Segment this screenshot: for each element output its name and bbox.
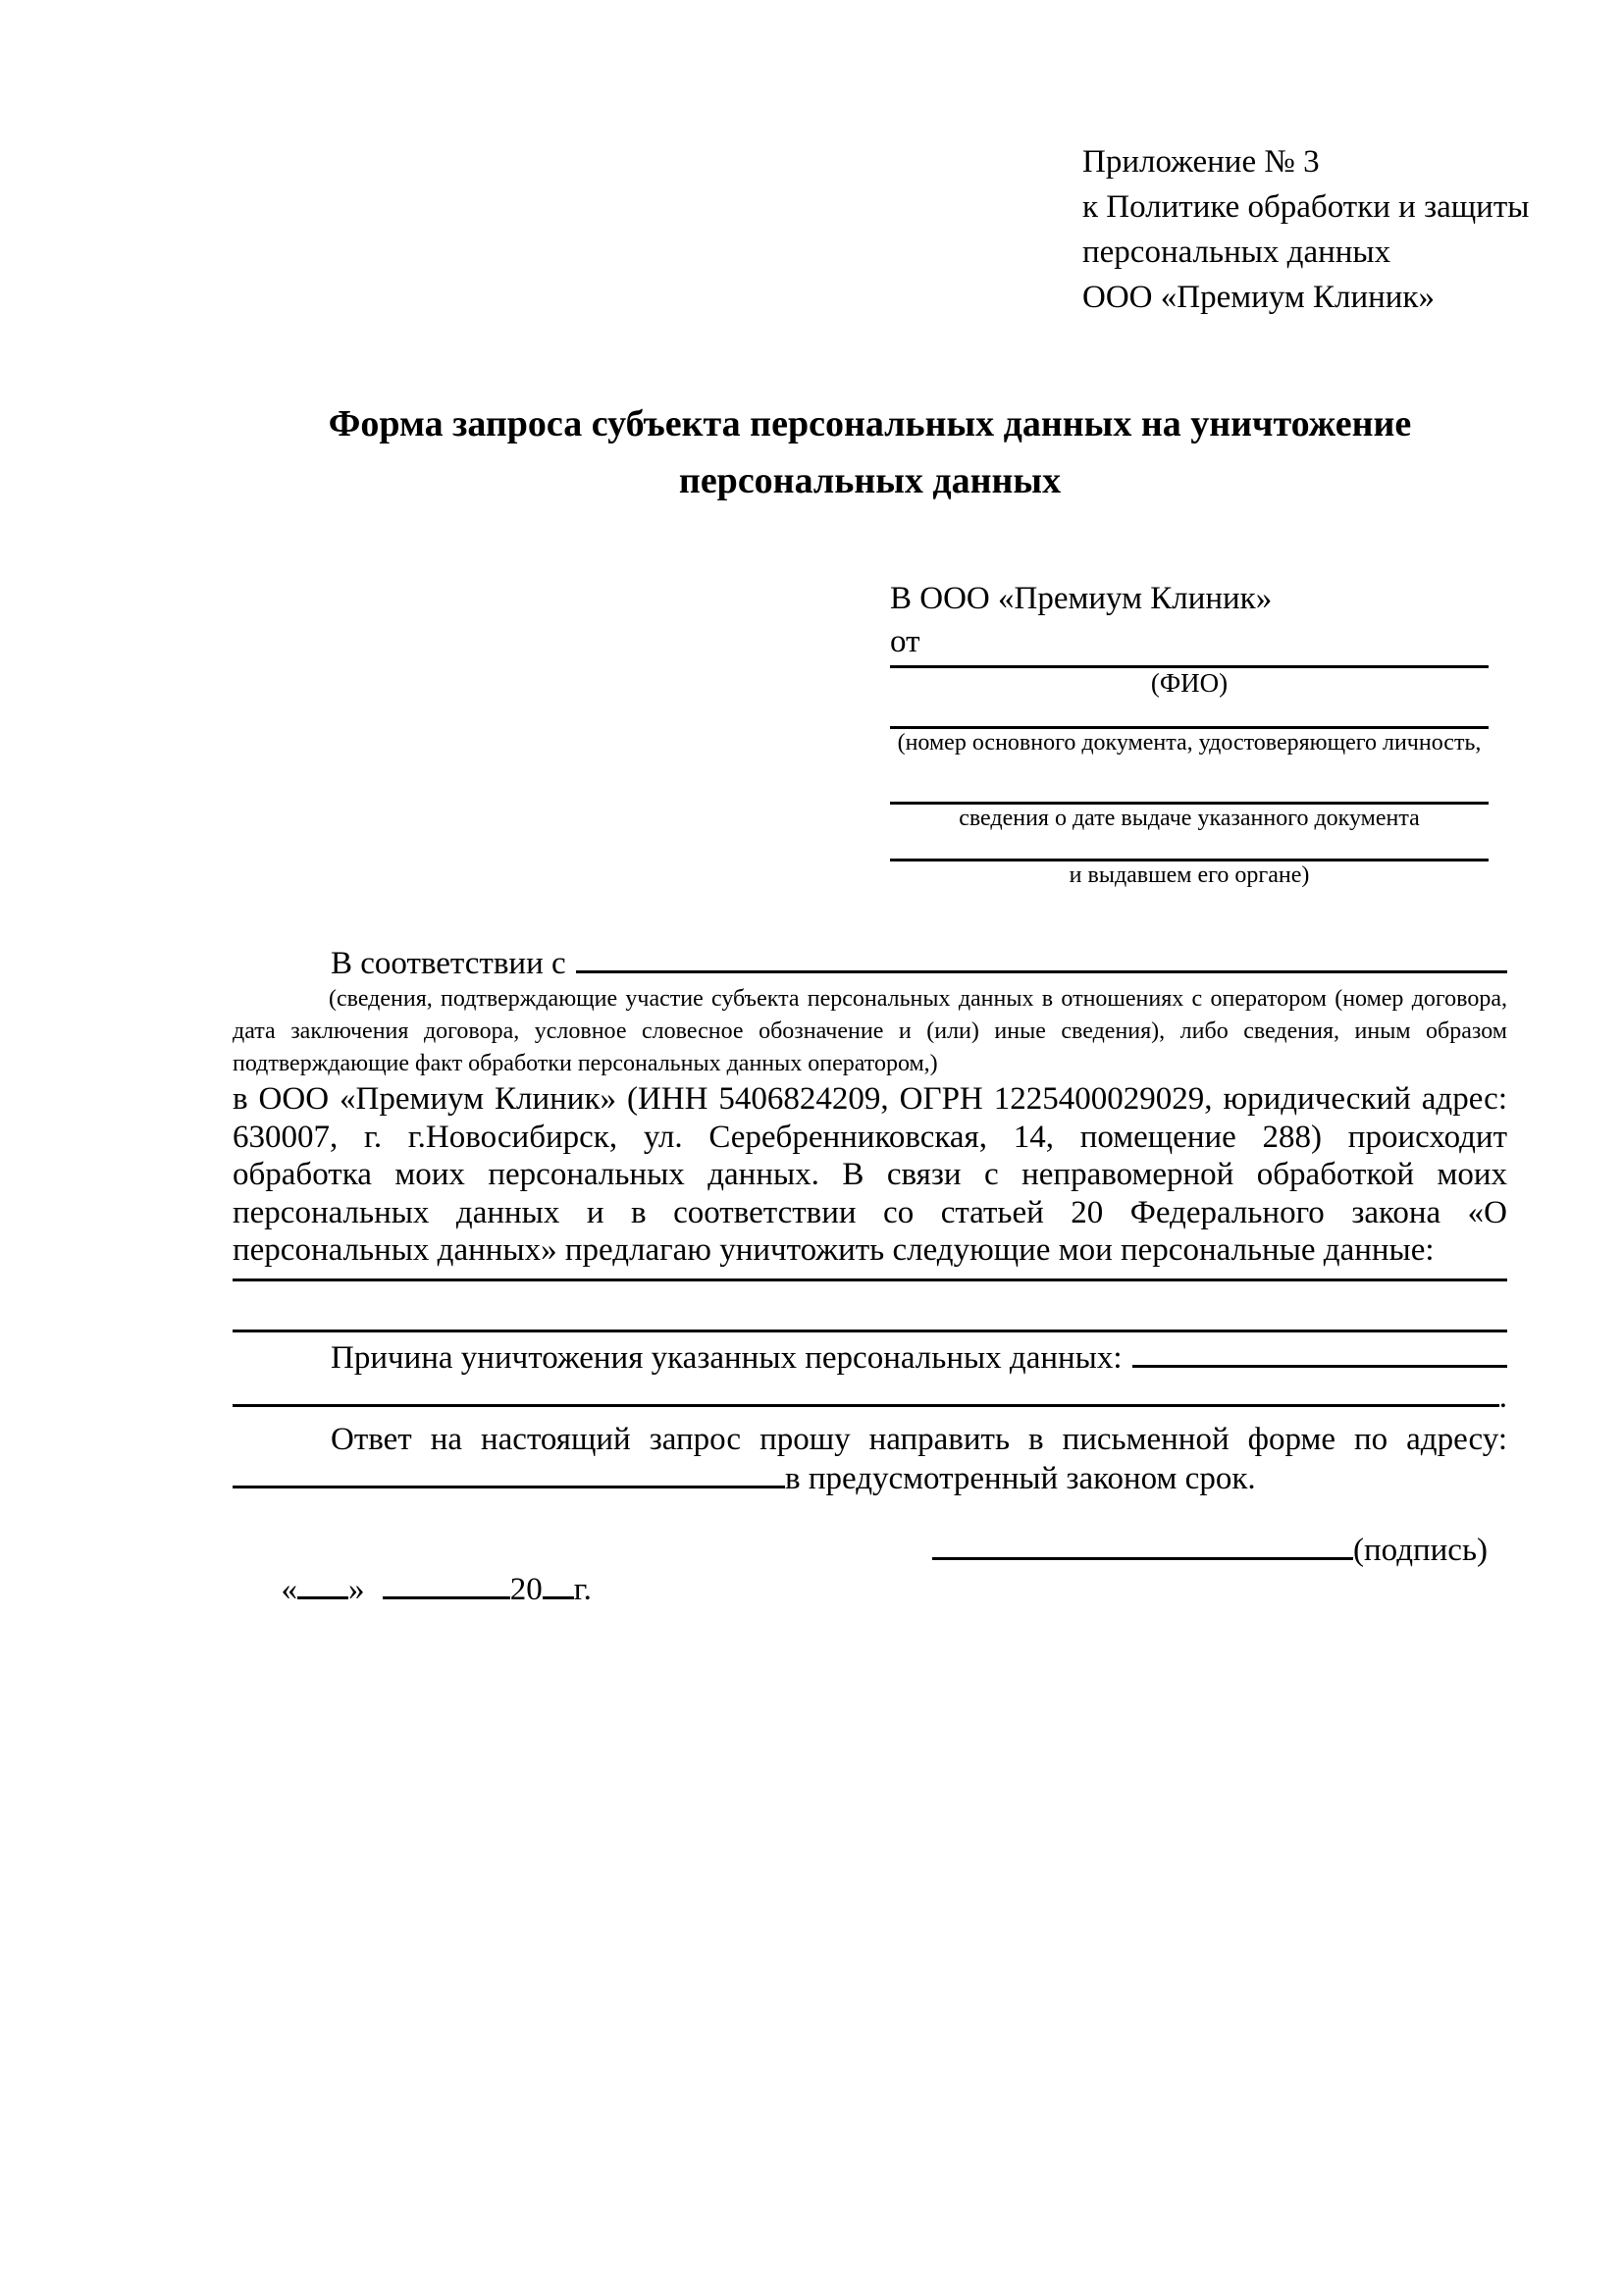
reason-continuation-row xyxy=(233,1378,1507,1417)
date-field xyxy=(233,1531,592,1648)
main-body xyxy=(233,944,1507,1498)
addressee-block xyxy=(890,577,1489,889)
document-issuer-label: и выдавшем его органе) xyxy=(1069,862,1310,888)
response-paragraph: Ответ на настоящий запрос прошу направить в письменной форме по адресу: xyxy=(331,1421,1507,1457)
reason-label: Причина уничтожения указанных персональных данных: xyxy=(331,1339,1123,1376)
reason-blank-line xyxy=(1132,1365,1507,1368)
signature-field xyxy=(932,1531,1488,1570)
date-year-prefix: 20 xyxy=(509,1572,543,1607)
document-date-label: сведения о дате выдаче указанного документа xyxy=(959,806,1420,831)
addressee-to: В ООО «Премиум Клиник» xyxy=(890,581,1273,616)
signature-blank-line xyxy=(932,1557,1353,1560)
date-day-blank xyxy=(297,1596,348,1599)
signature-label: (подпись) xyxy=(1353,1533,1488,1568)
address-blank-line xyxy=(233,1486,785,1488)
appendix-header xyxy=(1082,139,1553,320)
addressee-from: от xyxy=(890,624,920,659)
document-number-label: (номер основного документа, удостоверяющего личность, xyxy=(897,730,1482,756)
date-close-quote: » xyxy=(348,1572,373,1607)
accordance-row xyxy=(233,944,1507,983)
date-open-quote: « xyxy=(281,1572,297,1607)
reason-blank-line-2 xyxy=(233,1404,1499,1407)
response-tail: в предусмотренный законом срок. xyxy=(785,1460,1256,1496)
response-address-row xyxy=(233,1459,1507,1498)
appendix-header-line: ООО «Премиум Клиник» xyxy=(1082,280,1435,315)
accordance-blank-line xyxy=(576,970,1507,973)
form-title: Форма запроса субъекта персональных данных на уничтожение персональных данных xyxy=(328,403,1412,501)
accordance-footnote: (сведения, подтверждающие участие субъекта персональных данных в отношениях с оператором (номер договора, дата заключения договора, условное словесное обозначение и (или) иные сведения), либо сведения, иным образом подтверждающие факт обработки персональных данных оператором,) xyxy=(233,986,1507,1076)
data-blank-line-2 xyxy=(233,1281,1507,1332)
footer-row xyxy=(233,1531,1507,1648)
reason-row xyxy=(233,1338,1507,1378)
date-year-suffix: г. xyxy=(573,1572,592,1607)
data-blank-line-1 xyxy=(233,1275,1507,1281)
appendix-header-line: персональных данных xyxy=(1082,235,1391,270)
appendix-header-line: Приложение № 3 xyxy=(1082,144,1320,180)
date-year-blank xyxy=(543,1596,574,1599)
accordance-prefix: В соответствии с xyxy=(331,946,566,981)
sentence-period: . xyxy=(1498,1379,1507,1415)
main-paragraph: в ООО «Премиум Клиник» (ИНН 5406824209, ОГРН 1225400029029, юридический адрес: 630007, г. г.Новосибирск, ул. Серебренниковская, 14, помещение 288) происходит обработка моих персональных данных. В связи с неправомерной обработкой моих персональных данных и в соответствии со статьей 20 Федерального закона «О персональных данных» предлагаю уничтожить следующие мои персональные данные: xyxy=(233,1081,1507,1268)
appendix-header-line: к Политике обработки и защиты xyxy=(1082,189,1530,225)
fio-label: (ФИО) xyxy=(1150,668,1229,698)
date-month-blank xyxy=(383,1596,510,1599)
